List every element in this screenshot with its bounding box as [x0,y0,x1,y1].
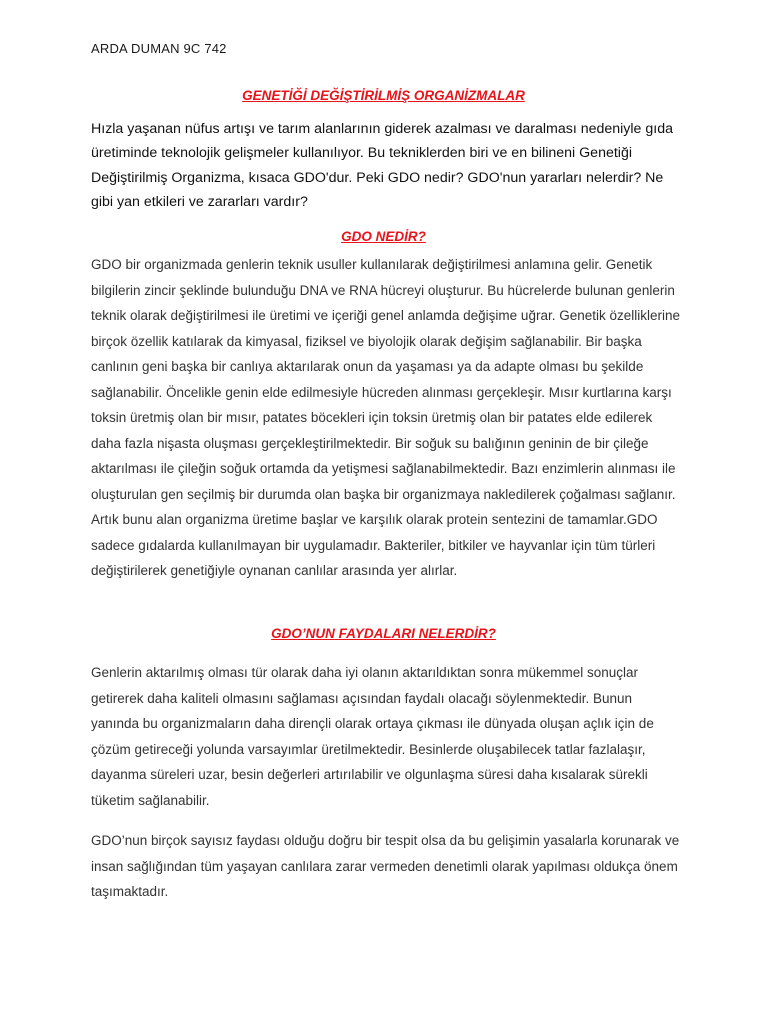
section-heading-gdo-nedir: GDO NEDİR? [341,229,426,244]
document-title: GENETİĞİ DEĞİŞTİRİLMİŞ ORGANİZMALAR [242,88,525,103]
intro-paragraph: Hızla yaşanan nüfus artışı ve tarım alanlarının giderek azalması ve daralması nedeniyle gıda üretiminde teknolojik gelişmeler kullanılıyor. Bu tekniklerden biri ve en bilineni Genetiği Değiştirilmiş Organizma, kısaca GDO'dur. Peki GDO nedir? GDO'nun yararları nelerdir? Ne gibi yan etkileri ve zararları vardır? [91,121,673,210]
paragraph-faydalari-2: GDO’nun birçok sayısız faydası olduğu doğru bir tespit olsa da bu gelişimin yasalarla korunarak ve insan sağlığından tüm yaşayan canlılara zarar vermeden denetimli olarak yapılması oldukça önem taşımaktadır. [91,833,680,900]
paragraph-faydalari-1: Genlerin aktarılmış olması tür olarak daha iyi olanın aktarıldıktan sonra mükemmel sonuçlar getirerek daha kaliteli olmasını sağlaması açısından faydalı olacağı söylenmektedir. Bunun yanında bu organizmaların daha dirençli olarak ortaya çıkması ile dünyada oluşan açlık için de çözüm getireceği yolunda varsayımlar üretilmektedir. Besinlerde oluşabilecek tatlar fazlalaşır, dayanma süreleri uzar, besin değerleri artırılabilir ve olgunlaşma süresi daha kısalarak sürekli tüketim sağlanabilir. [91,665,654,808]
author-line: ARDA DUMAN 9C 742 [91,41,227,56]
section-heading-gdo-faydalari: GDO’NUN FAYDALARI NELERDİR? [271,626,496,641]
paragraph-gdo-nedir: GDO bir organizmada genlerin teknik usuller kullanılarak değiştirilmesi anlamına gelir. Genetik bilgilerin zincir şeklinde bulunduğu DNA ve RNA hücreyi oluşturur. Bu hücrelerde bulunan genlerin teknik olarak değiştirilmesi ile üretimi ve içeriği genel anlamda değişime uğrar. Genetik özelliklerine birçok özellik katılarak da kimyasal, fiziksel ve biyolojik olarak değişim sağlanabilir. Bir başka canlının geni başka bir canlıya aktarılarak onun da yaşaması ya da adapte olması bu şekilde sağlanabilir. Öncelikle genin elde edilmesiyle hücreden alınması gerçekleşir. Mısır kurtlarına karşı toksin üretmiş olan bir mısır, patates böcekleri için toksin üretmiş olan bir patates elde edilerek daha fazla nişasta oluşması gerçekleştirilmektedir. Bir soğuk su balığının geninin de bir çileğe aktarılması ile çileğin soğuk ortamda da yetişmesi sağlanabilmektedir. Bazı enzimlerin alınması ile oluşturulan gen seçilmiş bir durumda olan başka bir organizmaya nakledilerek çoğalması sağlanır. Artık bunu alan organizma üretime başlar ve karşılık olarak protein sentezini de tamamlar.GDO sadece gıdalarda kullanılmayan bir uygulamadır. Bakteriler, bitkiler ve hayvanlar için tüm türleri değiştirilerek genetiğiyle oynanan canlılar arasında yer alırlar. [91,257,681,578]
